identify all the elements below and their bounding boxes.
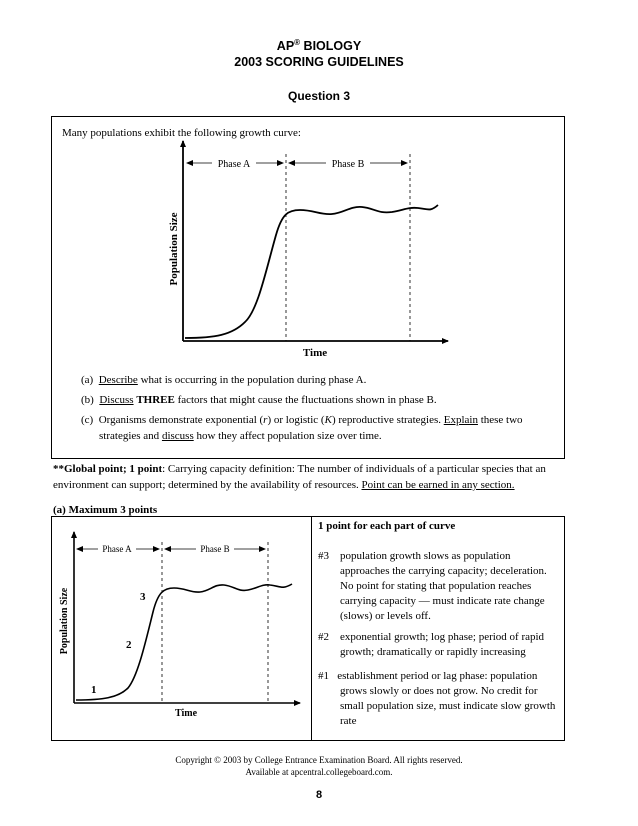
footer-available: Available at apcentral.collegeboard.com. [245, 767, 393, 777]
x-axis-label-2: Time [174, 708, 198, 719]
growth-curve [185, 205, 438, 338]
scoring-item-2: #2 exponential growth; log phase; period of rapid growth; dramatically or rapidly increasing [318, 631, 545, 658]
scoring-item-3: #3 population growth slows as population approaches the carrying capacity; deceleration. No point for stating that population reaches carrying capacity — must indicate rate change (slows) or levels off. [318, 550, 547, 622]
curve-marker-1: 1 [91, 684, 97, 696]
footer-copyright: Copyright © 2003 by College Entrance Examination Board. All rights reserved. [175, 755, 463, 765]
page-header-subtitle: 2003 SCORING GUIDELINES [234, 55, 404, 69]
scoring-item-1: #1 establishment period or lag phase: population grows slowly or does not grow. No credit for small population size, must indicate slow growth rate [318, 670, 556, 727]
header-subject: BIOLOGY [300, 39, 362, 54]
explain-verb: Explain [443, 414, 478, 426]
describe-verb: Describe [98, 374, 138, 386]
prompt-part-c: (c) Organisms demonstrate exponential (r) or logistic (K) reproductive strategies. Explain these two [81, 414, 523, 426]
phase-b-label: Phase B [331, 159, 365, 170]
section-a-heading: (a) Maximum 3 points [53, 504, 158, 516]
discuss-verb-2: discuss [161, 430, 194, 442]
phase-a-label-2: Phase A [102, 544, 132, 554]
discuss-verb: Discuss [99, 394, 134, 406]
scoring-table-divider [311, 516, 312, 741]
curve-marker-3: 3 [140, 591, 146, 603]
phase-a-label: Phase A [217, 159, 251, 170]
page-number: 8 [315, 789, 323, 801]
header-ap: AP [276, 39, 295, 54]
x-axis-label: Time [302, 347, 328, 359]
global-point-line1: **Global point; 1 point: Carrying capacity definition: The number of individuals of a particular species that an [53, 463, 546, 475]
prompt-part-a: (a) Describe what is occurring in the population during phase A. [81, 374, 367, 386]
registered-mark: ® [294, 38, 301, 47]
y-axis-label-2: Population Size [59, 587, 70, 655]
curve-marker-2: 2 [126, 639, 132, 651]
phase-b-label-2: Phase B [200, 544, 230, 554]
prompt-part-c-line2: strategies and discuss how they affect population size over time. [99, 430, 382, 442]
question-number: Question 3 [287, 89, 350, 103]
scoring-right-heading: 1 point for each part of curve [318, 520, 456, 532]
prompt-intro: Many populations exhibit the following growth curve: [62, 127, 301, 139]
global-point-line2: environment can support; determined by the availability of resources. Point can be earned in any section. [53, 479, 515, 491]
prompt-part-b: (b) Discuss THREE factors that might cause the fluctuations shown in phase B. [81, 394, 437, 406]
y-axis-label: Population Size [168, 212, 180, 286]
